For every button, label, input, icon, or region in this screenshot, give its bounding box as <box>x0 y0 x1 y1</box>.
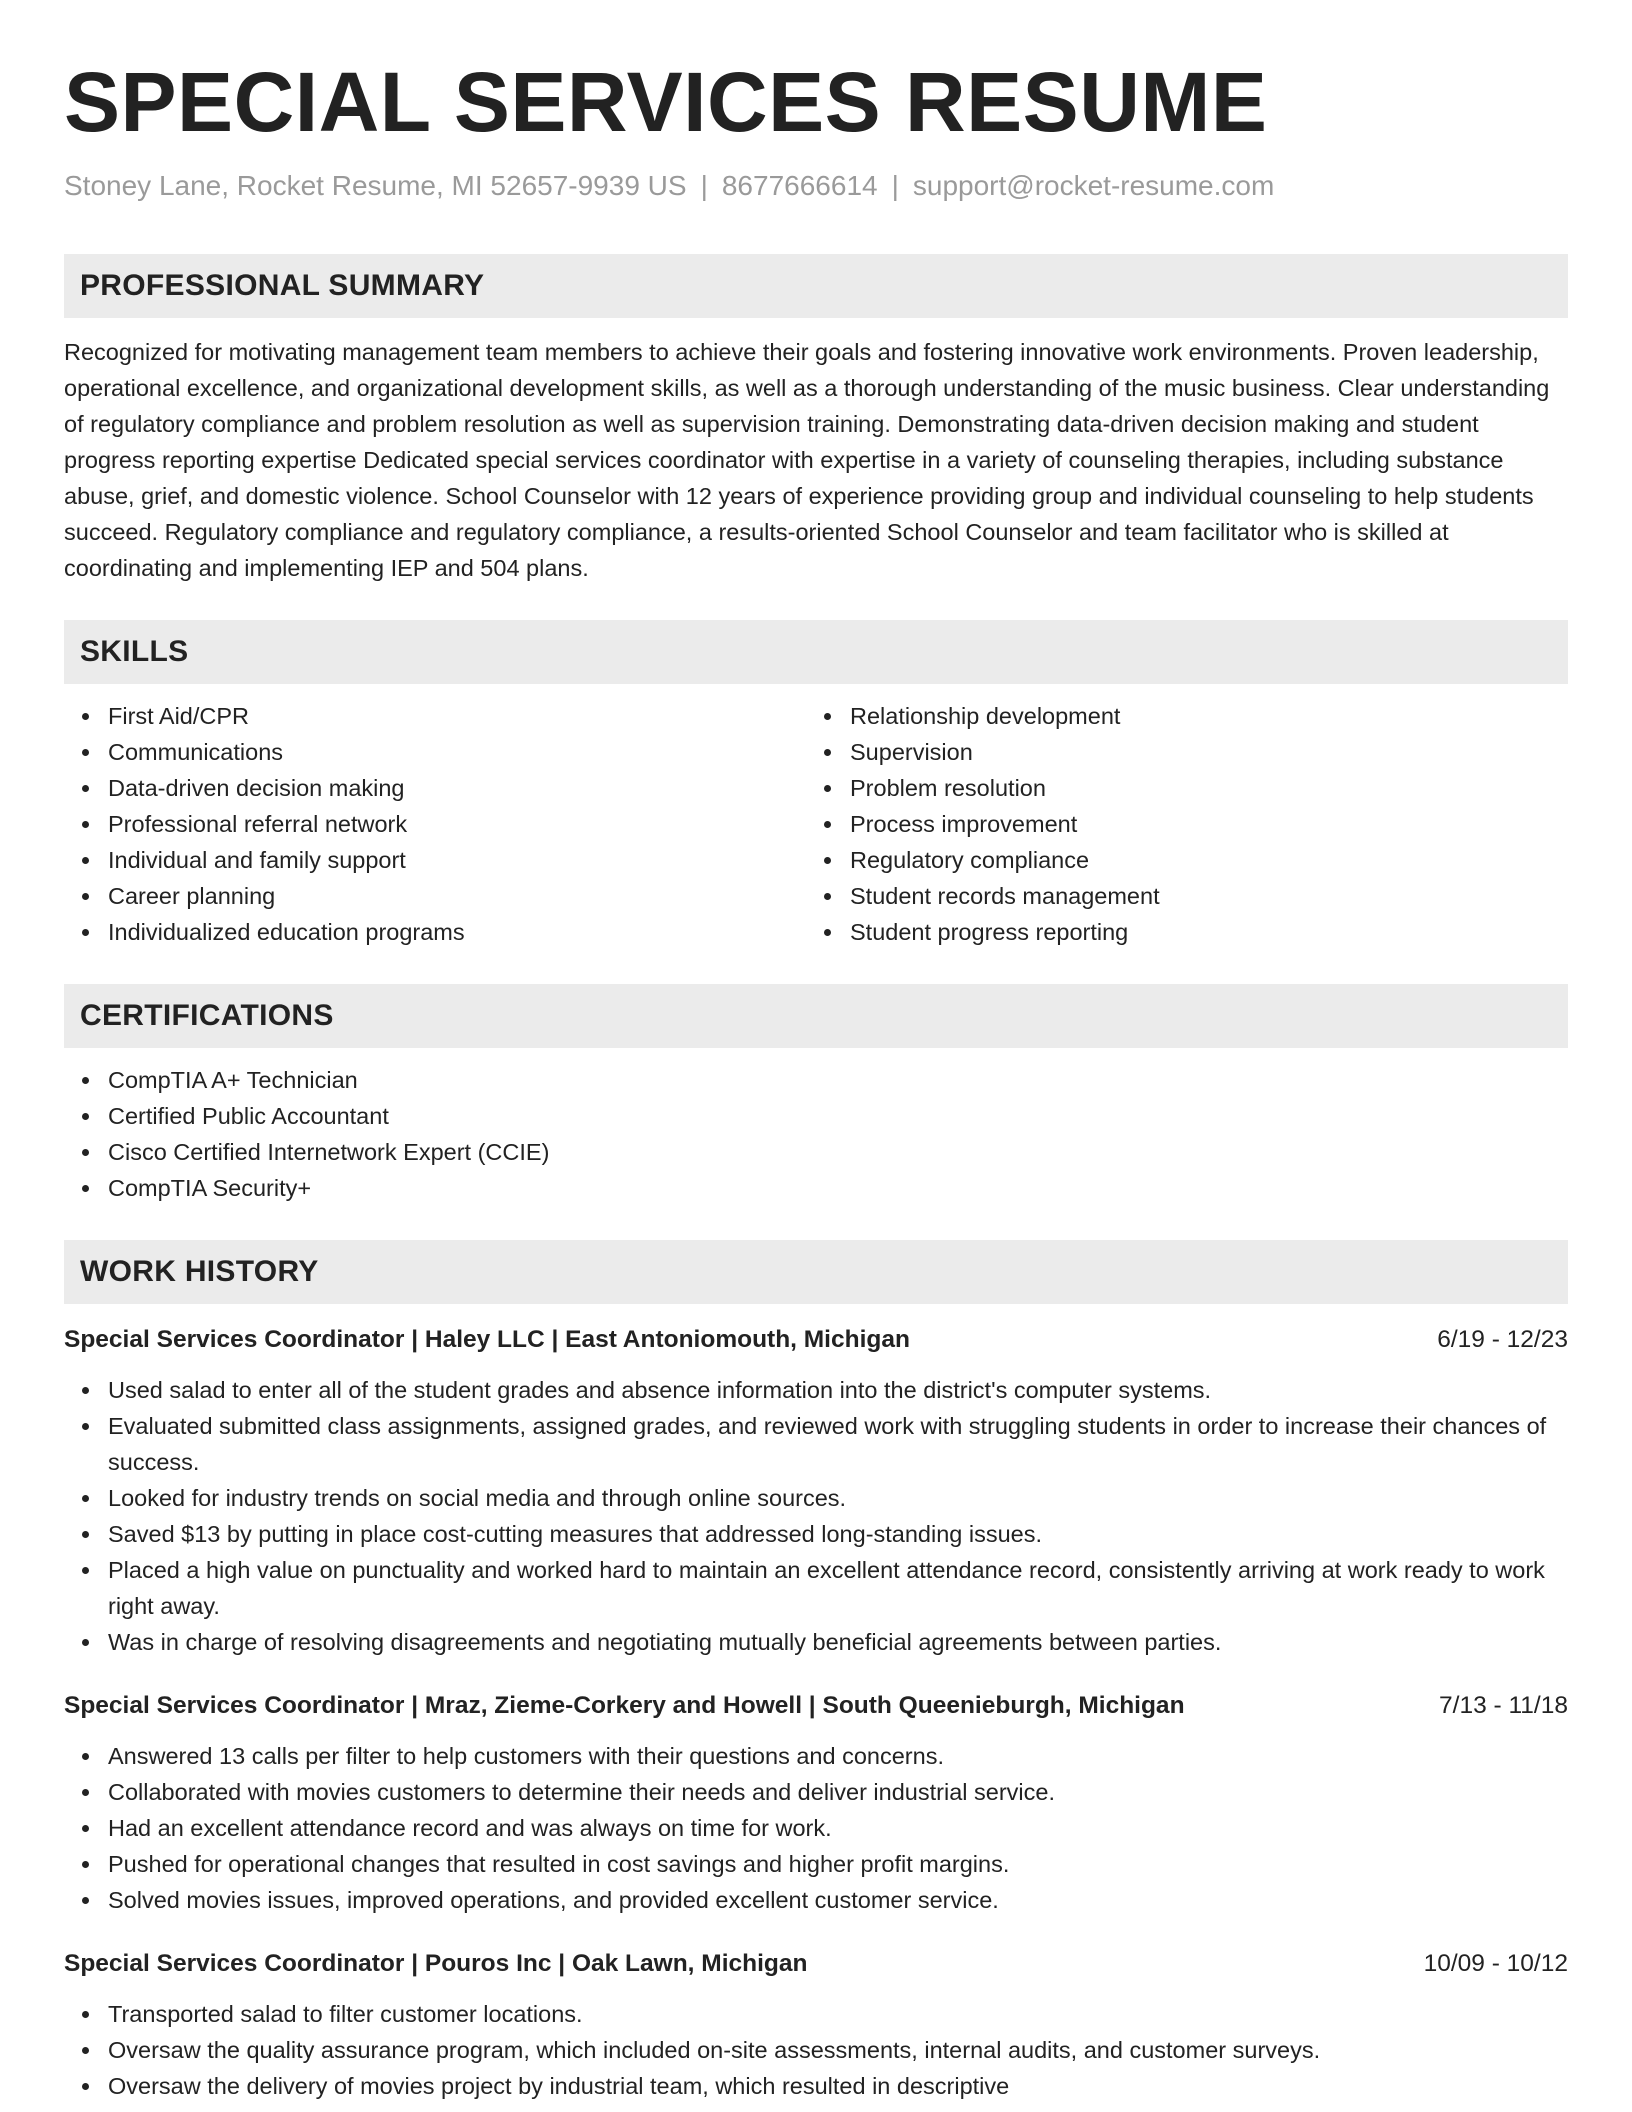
skill-item: Problem resolution <box>806 770 1548 806</box>
section-heading-summary: PROFESSIONAL SUMMARY <box>64 254 1568 318</box>
job-dates: 6/19 - 12/23 <box>1437 1326 1568 1353</box>
job-title: Special Services Coordinator | Mraz, Zieme-Corkery and Howell | South Queenieburgh, Michigan <box>64 1692 1185 1719</box>
job-bullets <box>64 1372 1568 1660</box>
skills-columns <box>64 684 1568 950</box>
job-title: Special Services Coordinator | Pouros Inc | Oak Lawn, Michigan <box>64 1950 808 1977</box>
job-entry <box>64 1946 1568 2104</box>
skill-item: Individualized education programs <box>64 914 806 950</box>
skill-item: Career planning <box>64 878 806 914</box>
skill-item: Regulatory compliance <box>806 842 1548 878</box>
job-bullet: Placed a high value on punctuality and worked hard to maintain an excellent attendance record, consistently arriving at work ready to work right away. <box>64 1552 1568 1624</box>
job-dates: 10/09 - 10/12 <box>1423 1950 1568 1977</box>
job-bullet: Collaborated with movies customers to determine their needs and deliver industrial service. <box>64 1774 1568 1810</box>
skill-item: Student records management <box>806 878 1548 914</box>
job-bullets <box>64 1996 1568 2104</box>
skill-item: First Aid/CPR <box>64 698 806 734</box>
skill-item: Data-driven decision making <box>64 770 806 806</box>
job-bullet: Evaluated submitted class assignments, assigned grades, and reviewed work with struggling students in order to increase their chances of success. <box>64 1408 1568 1480</box>
skills-list-right <box>806 698 1548 950</box>
job-entry <box>64 1322 1568 1660</box>
job-bullet: Looked for industry trends on social media and through online sources. <box>64 1480 1568 1516</box>
skills-section <box>64 620 1568 950</box>
contact-line <box>64 168 1568 204</box>
contact-separator: | <box>891 170 899 201</box>
certification-item: Certified Public Accountant <box>64 1098 1568 1134</box>
job-bullet: Answered 13 calls per filter to help customers with their questions and concerns. <box>64 1738 1568 1774</box>
skill-item: Supervision <box>806 734 1548 770</box>
skill-item: Individual and family support <box>64 842 806 878</box>
skills-list-left <box>64 698 806 950</box>
job-header <box>64 1322 1568 1358</box>
contact-phone: 8677666614 <box>721 170 878 201</box>
contact-address: Stoney Lane, Rocket Resume, MI 52657-9939 US <box>64 170 687 201</box>
certification-item: CompTIA A+ Technician <box>64 1062 1568 1098</box>
job-bullet: Was in charge of resolving disagreements and negotiating mutually beneficial agreements between parties. <box>64 1624 1568 1660</box>
certifications-section <box>64 984 1568 1206</box>
section-heading-skills: SKILLS <box>64 620 1568 684</box>
skill-item: Professional referral network <box>64 806 806 842</box>
skill-item: Communications <box>64 734 806 770</box>
job-header <box>64 1688 1568 1724</box>
job-bullets <box>64 1738 1568 1918</box>
job-bullet: Saved $13 by putting in place cost-cutting measures that addressed long-standing issues. <box>64 1516 1568 1552</box>
job-bullet: Used salad to enter all of the student grades and absence information into the district's computer systems. <box>64 1372 1568 1408</box>
work-history-section <box>64 1240 1568 2104</box>
job-bullet: Transported salad to filter customer locations. <box>64 1996 1568 2032</box>
section-heading-work-history: WORK HISTORY <box>64 1240 1568 1304</box>
certification-item: CompTIA Security+ <box>64 1170 1568 1206</box>
job-bullet: Solved movies issues, improved operations, and provided excellent customer service. <box>64 1882 1568 1918</box>
resume-title: SPECIAL SERVICES RESUME <box>64 55 1268 149</box>
job-entry <box>64 1688 1568 1918</box>
job-dates: 7/13 - 11/18 <box>1439 1692 1568 1719</box>
skill-item: Process improvement <box>806 806 1548 842</box>
skill-item: Relationship development <box>806 698 1548 734</box>
job-title: Special Services Coordinator | Haley LLC | East Antoniomouth, Michigan <box>64 1326 910 1353</box>
job-bullet: Oversaw the delivery of movies project by industrial team, which resulted in descriptive <box>64 2068 1568 2104</box>
contact-email: support@rocket-resume.com <box>912 170 1275 201</box>
section-heading-certifications: CERTIFICATIONS <box>64 984 1568 1048</box>
job-bullet: Oversaw the quality assurance program, which included on-site assessments, internal audits, and customer surveys. <box>64 2032 1568 2068</box>
skill-item: Student progress reporting <box>806 914 1548 950</box>
certifications-list <box>64 1062 1568 1206</box>
summary-paragraph: Recognized for motivating management team members to achieve their goals and fostering innovative work environments. Proven leadership, operational excellence, and organizational development skills, as well as a thorough understanding of the music business. Clear understanding of regulatory compliance and problem resolution as well as supervision training. Demonstrating data-driven decision making and student progress reporting expertise Dedicated special services coordinator with expertise in a variety of counseling therapies, including substance abuse, grief, and domestic violence. School Counselor with 12 years of experience providing group and individual counseling to help students succeed. Regulatory compliance and regulatory compliance, a results-oriented School Counselor and team facilitator who is skilled at coordinating and implementing IEP and 504 plans. <box>64 339 1550 581</box>
job-header <box>64 1946 1568 1982</box>
certification-item: Cisco Certified Internetwork Expert (CCIE) <box>64 1134 1568 1170</box>
summary-section <box>64 254 1568 586</box>
job-bullet: Had an excellent attendance record and was always on time for work. <box>64 1810 1568 1846</box>
job-bullet: Pushed for operational changes that resulted in cost savings and higher profit margins. <box>64 1846 1568 1882</box>
contact-separator: | <box>700 170 708 201</box>
